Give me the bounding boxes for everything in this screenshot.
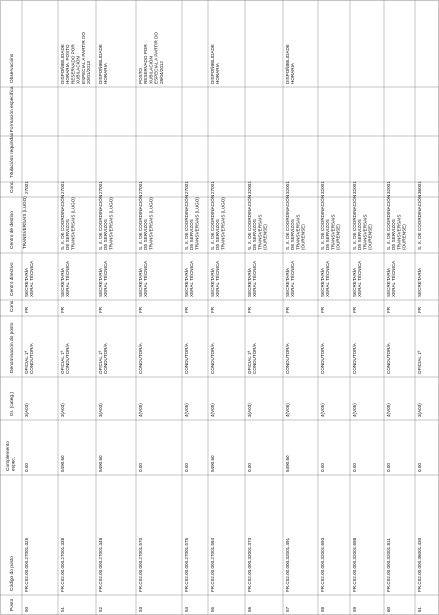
cell-directivo: XERAL TÉCNICA [65, 260, 71, 297]
cell-directivo: SECRETARÍA [98, 267, 103, 297]
cell-denom: OFICIAL 1ª [417, 350, 422, 374]
cell-destino: S. X. DE COORDINACIÓN [98, 194, 103, 250]
cell-observacions: POSTO [138, 68, 143, 84]
cell-destino: TRANSVERSAIS [330, 214, 336, 250]
cell-posto: 55 [210, 606, 215, 612]
cell-directivo: SECRETARÍA [247, 267, 252, 297]
cell-destino: DE SERVIZOS [290, 219, 296, 250]
cell-cons: FR [417, 306, 422, 313]
cell-gr: 4(V05) [184, 403, 189, 417]
cell-conc: 27001 [98, 181, 103, 194]
cell-posto: 50 [24, 606, 29, 612]
cell-observacions: ESPECIAL A PARTIR DO [153, 32, 159, 84]
cell-posto: 57 [285, 606, 290, 612]
cell-codigo: FR.C02.00.000.27001.325 [24, 537, 29, 592]
cell-conc: 27001 [138, 181, 143, 194]
cell-gr: 4(V05) [320, 403, 325, 417]
table-row [351, 181, 373, 612]
cell-complemento: 0.00 [320, 463, 325, 472]
cell-denom: OFICIAL 1ª [247, 350, 252, 374]
cell-destino: S. X. DE COORDINACIÓN [60, 194, 65, 250]
cell-denom: CONDUTOR/A [352, 343, 357, 374]
table-row [319, 181, 341, 612]
cell-complemento: 0.00 [247, 463, 252, 472]
cell-directivo: XERAL TÉCNICA [143, 260, 149, 297]
cell-observacions: RESERVADO POR [70, 44, 76, 84]
cell-denom: OFICIAL 1ª [24, 350, 29, 374]
cell-destino: (OURENSE) [262, 224, 268, 250]
cell-conc: 36001 [417, 181, 422, 194]
cell-destino: TRANSVERSAIS (LUGO) [148, 197, 154, 250]
cell-destino: S. X. DE COORDINACIÓN [320, 194, 325, 250]
cell-destino: DE SERVIZOS [325, 219, 331, 250]
cell-cons: FR [24, 306, 29, 313]
table-body [22, 32, 422, 612]
cell-denom: CONDUTOR/A [65, 343, 71, 374]
table-row [385, 181, 407, 612]
cell-destino: S. X. DE COORDINACIÓN [184, 194, 189, 250]
cell-denom: CONDUTOR/A [386, 343, 391, 374]
cell-destino: TRANSVERSAIS (LUGO) [220, 197, 226, 250]
cell-observacions: DISPOÑIBILIDADE [210, 44, 215, 84]
cell-directivo: XERAL TÉCNICA [189, 260, 195, 297]
table-row [246, 181, 268, 612]
cell-denom: CONDUTOR/A [29, 343, 35, 374]
cell-codigo: FR.C02.00.000.27001.338 [60, 537, 65, 592]
cell-destino: TRANSVERSAIS (LUGO) [70, 197, 76, 250]
cell-posto: 56 [247, 606, 252, 612]
column-header-complemento: Complemento [6, 441, 11, 471]
column-header-complemento: espec. [11, 456, 17, 471]
cell-destino: S. X. DE COORDINACIÓN [352, 194, 357, 250]
cell-cons: FR [60, 306, 65, 313]
cell-observacions: DISPOÑIBILIDADE [98, 44, 103, 84]
cell-complemento: 0.00 [417, 463, 422, 472]
cell-observacions: RESERVADO POR [143, 44, 149, 84]
cell-destino: TRANSVERSAIS [295, 214, 301, 250]
cell-conc: 32001 [386, 181, 391, 194]
table-row [59, 32, 91, 612]
cell-destino: DE SERVIZOS [65, 219, 71, 250]
cell-destino: TRANSVERSAIS [257, 214, 263, 250]
column-header-gr: Gr. (categ.) [10, 392, 15, 416]
cell-destino: DE SERVIZOS [103, 219, 109, 250]
cell-observacions: HORARIA [215, 63, 221, 84]
cell-destino: (OURENSE) [401, 224, 407, 250]
cell-codigo: FR.C02.00.000.32001.373 [247, 537, 252, 592]
cell-gr: 3(A03) [247, 403, 252, 417]
cell-directivo: SECRETARÍA [320, 267, 325, 297]
cell-directivo: SECRETARÍA [138, 267, 143, 297]
cell-destino: TRANSVERSAIS (LUGO) [194, 197, 200, 250]
cell-directivo: XERAL TÉCNICA [29, 260, 35, 297]
column-header-conc: Conc. [10, 180, 15, 193]
cell-observacions: HORARIA [290, 63, 296, 84]
cell-complemento: 5490.60 [60, 455, 65, 472]
table-row [416, 181, 422, 612]
cell-complemento: 0.00 [184, 463, 189, 472]
cell-codigo: FR.C02.00.000.27001.570 [138, 537, 143, 592]
cell-codigo: FR.C02.00.000.32001.491 [285, 537, 290, 592]
cell-directivo: XERAL TÉCNICA [391, 260, 397, 297]
cell-observacions: DISPOÑIBILIDADE [60, 44, 65, 84]
cell-denom: OFICIAL 1ª [60, 350, 65, 374]
cell-destino: (OURENSE) [335, 224, 341, 250]
cell-cons: FR [285, 306, 290, 313]
cell-denom: CONDUTOR/A [285, 343, 290, 374]
cell-codigo: FR.C02.00.000.36001.430 [417, 537, 422, 592]
cell-gr: 4(V05) [386, 403, 391, 417]
column-header-titulacions: Titulacións requiridas [10, 132, 15, 178]
cell-destino: S. X. DE COORDINACIÓN [285, 194, 290, 250]
column-header-destino: Centro de destino [10, 211, 15, 249]
table-row [137, 32, 164, 612]
cell-posto: 54 [184, 606, 189, 612]
cell-directivo: SECRETARÍA [184, 267, 189, 297]
cell-complemento: 0.00 [138, 463, 143, 472]
cell-gr: 3(A03) [98, 403, 103, 417]
cell-destino: DE SERVIZOS [215, 219, 221, 250]
cell-conc: 32001 [285, 181, 290, 194]
cell-codigo: FR.C02.00.000.27001.348 [98, 537, 103, 592]
column-header-posto: Posto [10, 598, 15, 611]
cell-denom: CONDUTOR/A [138, 343, 143, 374]
cell-destino: DE SERVIZOS [252, 219, 258, 250]
cell-directivo: SECRETARÍA [210, 267, 215, 297]
table-row [284, 44, 306, 612]
cell-complemento: 5490.60 [98, 455, 103, 472]
cell-directivo: XERAL TÉCNICA [290, 260, 296, 297]
cell-destino: S. X. DE COORDINACIÓN [386, 194, 391, 250]
cell-cons: FR [184, 306, 189, 313]
cell-posto: 53 [138, 606, 143, 612]
cell-observacions: HORARIA. POSTO [65, 44, 71, 84]
cell-observacions: 28/04/2012 [158, 61, 164, 84]
cell-codigo: FR.C02.00.000.27001.575 [184, 537, 189, 592]
cell-denom: CONDUTOR/A [184, 343, 189, 374]
cell-posto: 59 [352, 606, 357, 612]
continuation-text: TRANSVERSAIS (LUGO) [22, 196, 27, 249]
cell-destino: S. X. DE COORDINACIÓN [417, 194, 422, 250]
cell-complemento: 5490.60 [285, 455, 290, 472]
cell-destino: DE SERVIZOS [143, 219, 149, 250]
cell-cons: FR [386, 306, 391, 313]
table-row [209, 44, 225, 612]
cell-posto: 60 [386, 606, 391, 612]
cell-conc: 27001 [184, 181, 189, 194]
cell-directivo: XERAL TÉCNICA [215, 260, 221, 297]
table-row [97, 44, 113, 612]
cell-directivo: SECRETARÍA [352, 267, 357, 297]
cell-destino: S. X. DE COORDINACIÓN [138, 194, 143, 250]
cell-observacions: HORARIA [103, 63, 109, 84]
column-header-directivo: Centro directivo [10, 262, 15, 296]
cell-destino: DE SERVIZOS [391, 219, 397, 250]
cell-directivo: XERAL TÉCNICA [252, 260, 258, 297]
cell-posto: 51 [60, 606, 65, 612]
cell-directivo: SECRETARÍA [24, 267, 29, 297]
cell-codigo: FR.C02.00.000.32001.698 [352, 537, 357, 592]
cell-destino: (OURENSE) [367, 224, 373, 250]
cell-cons: FR [98, 306, 103, 313]
cell-cons: FR [352, 306, 357, 313]
cell-gr: 4(V05) [285, 403, 290, 417]
cell-observacions: XUBILACIÓN [148, 56, 154, 84]
cell-destino: DE SERVIZOS [357, 219, 363, 250]
cell-gr: 3(A03) [417, 403, 422, 417]
cell-denom: OFICIAL 1ª [98, 350, 103, 374]
cell-directivo: SECRETARÍA [386, 267, 391, 297]
cell-cons: FR [138, 306, 143, 313]
cell-conc: 27001 [60, 181, 65, 194]
cell-denom: CONDUTOR/A [103, 343, 109, 374]
cell-cons: FR [210, 306, 215, 313]
cell-codigo: FR.C02.00.000.32001.693 [320, 537, 325, 592]
cell-observacions: XUBILACIÓN [75, 56, 81, 84]
cell-directivo: SECRETARÍA [60, 267, 65, 297]
cell-conc: 27001 [24, 181, 29, 194]
cell-directivo: SECRETARÍA [285, 267, 290, 297]
cell-codigo: FR.C02.00.000.32001.811 [386, 538, 391, 592]
cell-codigo: FR.C02.00.000.27001.584 [210, 537, 215, 592]
cell-posto: 58 [320, 606, 325, 612]
cell-denom: CONDUTOR/A [320, 343, 325, 374]
cell-directivo: XERAL TÉCNICA [357, 260, 363, 297]
table-border [1, 1, 439, 615]
cell-destino: TRANSVERSAIS (LUGO) [108, 197, 114, 250]
cell-destino: S. X. DE COORDINACIÓN [210, 194, 215, 250]
cell-conc: 32001 [352, 181, 357, 194]
cell-destino: (OURENSE) [300, 224, 306, 250]
cell-complemento: 5490.60 [210, 455, 215, 472]
cell-posto: 61 [417, 606, 422, 612]
cell-observacions: 20/01/2013 [86, 61, 91, 84]
cell-complemento: 0.00 [352, 463, 357, 472]
cell-gr: 4(V05) [138, 403, 143, 417]
column-header-codigo: Código do posto [10, 556, 15, 591]
column-header-denom: Denominación do posto [10, 322, 15, 373]
cell-cons: FR [247, 306, 252, 313]
cell-cons: FR [320, 306, 325, 313]
column-header-observacions: Observacións [10, 53, 15, 83]
cell-destino: DE SERVIZOS [189, 219, 195, 250]
cell-complemento: 0.00 [24, 463, 29, 472]
cell-gr: 4(V05) [210, 403, 215, 417]
cell-gr: 3(A03) [60, 403, 65, 417]
cell-directivo: SECRETARÍA [417, 267, 422, 297]
cell-conc: 27001 [210, 181, 215, 194]
cell-complemento: 0.00 [386, 463, 391, 472]
cell-observacions: ESPECIAL A PARTIR DO [80, 32, 86, 84]
cell-conc: 32001 [320, 181, 325, 194]
cell-directivo: XERAL TÉCNICA [325, 260, 331, 297]
cell-destino: TRANSVERSAIS [362, 214, 368, 250]
cell-destino: S. X. DE COORDINACIÓN [247, 194, 252, 250]
cell-posto: 52 [98, 606, 103, 612]
cell-directivo: XERAL TÉCNICA [103, 260, 109, 297]
cell-gr: 3(A03) [24, 403, 29, 417]
cell-conc: 32001 [247, 181, 252, 194]
column-header-cons: Cons. [10, 299, 15, 312]
table-header [5, 53, 17, 611]
column-header-formacion: Formación específica [10, 86, 15, 132]
cell-observacions: DISPOÑIBILIDADE [285, 44, 290, 84]
table-row [183, 181, 199, 612]
cell-denom: CONDUTOR/A [210, 343, 215, 374]
cell-gr: 4(V05) [352, 403, 357, 417]
cell-denom: CONDUTOR/A [252, 343, 258, 374]
cell-destino: TRANSVERSAIS [396, 214, 402, 250]
